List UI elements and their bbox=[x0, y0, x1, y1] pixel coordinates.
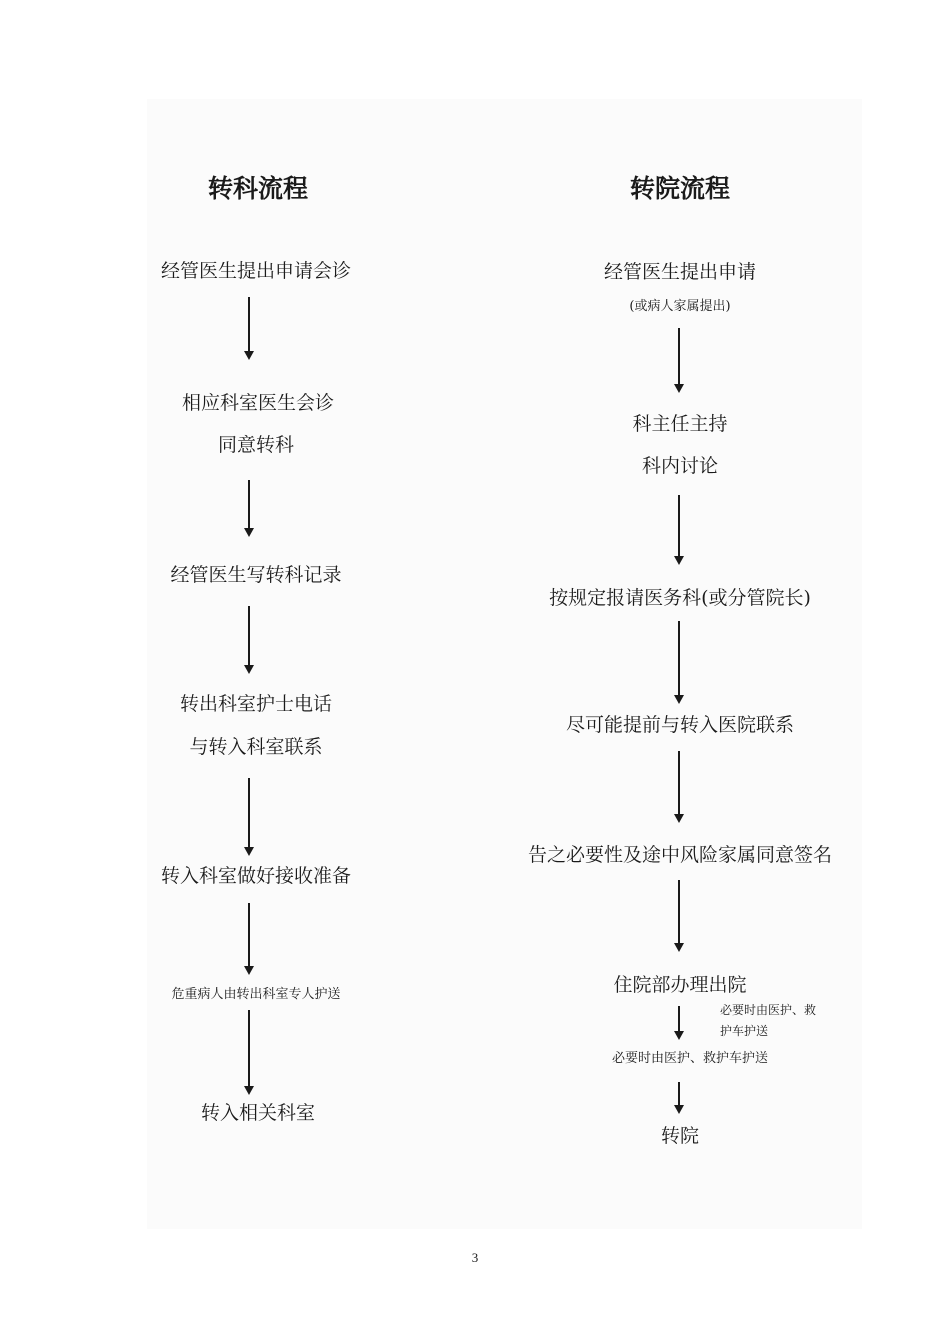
left-arrow-3 bbox=[244, 606, 254, 674]
right-step-1: 经管医生提出申请 bbox=[603, 261, 757, 283]
right-arrow-7 bbox=[674, 1082, 684, 1114]
right-arrow-3 bbox=[674, 621, 684, 704]
right-arrow-1 bbox=[674, 328, 684, 393]
right-flow-title: 转院流程 bbox=[629, 174, 731, 203]
right-arrow-2 bbox=[674, 495, 684, 565]
left-step-1: 经管医生提出申请会诊 bbox=[160, 260, 352, 282]
right-step-5: 告之必要性及途中风险家属同意签名 bbox=[527, 844, 833, 866]
right-arrow-6 bbox=[674, 1006, 684, 1040]
left-step-5: 转入科室做好接收准备 bbox=[160, 865, 352, 887]
left-step-3: 经管医生写转科记录 bbox=[170, 564, 342, 586]
right-side-note-1: 必要时由医护、救 bbox=[720, 1003, 817, 1017]
right-step-4: 尽可能提前与转入医院联系 bbox=[565, 714, 795, 736]
right-step-2b: 科内讨论 bbox=[641, 455, 719, 477]
right-step-2: 科主任主持 bbox=[632, 413, 728, 435]
left-flow-title: 转科流程 bbox=[207, 174, 309, 203]
right-side-note-2: 护车护送 bbox=[720, 1024, 769, 1038]
left-step-6: 危重病人由转出科室专人护送 bbox=[171, 987, 341, 1002]
left-step-7: 转入相关科室 bbox=[200, 1102, 316, 1124]
right-step-8: 转院 bbox=[660, 1125, 700, 1147]
right-step-1-note: (或病人家属提出) bbox=[629, 299, 731, 314]
right-arrow-4 bbox=[674, 751, 684, 823]
left-arrow-6 bbox=[244, 1010, 254, 1095]
right-step-3: 按规定报请医务科(或分管院长) bbox=[549, 587, 811, 609]
left-arrow-4 bbox=[244, 778, 254, 856]
left-step-4: 转出科室护士电话 bbox=[179, 693, 333, 715]
page-number: 3 bbox=[471, 1250, 479, 1265]
left-arrow-5 bbox=[244, 903, 254, 975]
left-step-4b: 与转入科室联系 bbox=[189, 736, 323, 758]
left-step-2b: 同意转科 bbox=[217, 434, 295, 456]
right-step-7: 必要时由医护、救护车护送 bbox=[611, 1051, 769, 1066]
right-step-6: 住院部办理出院 bbox=[613, 974, 747, 996]
right-arrow-5 bbox=[674, 880, 684, 952]
left-arrow-2 bbox=[244, 480, 254, 537]
left-step-2: 相应科室医生会诊 bbox=[181, 392, 335, 414]
left-arrow-1 bbox=[244, 297, 254, 360]
